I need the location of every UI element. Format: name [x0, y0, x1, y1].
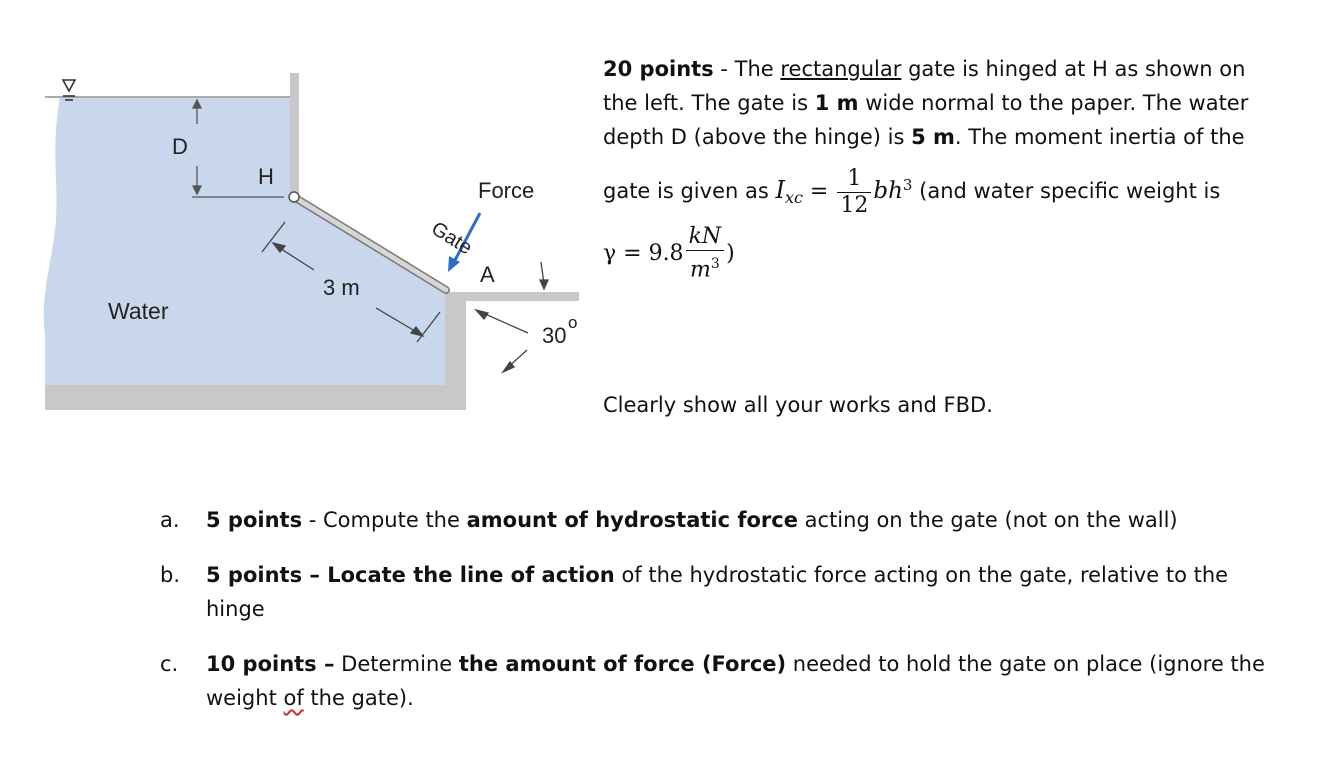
fraction	[837, 166, 871, 219]
text: acting on the gate (not on the wall)	[797, 508, 1178, 532]
text: wide normal to the paper. The water	[858, 91, 1249, 115]
angle-dimension	[476, 310, 528, 372]
length-label: 3 m	[323, 275, 360, 300]
angle-label: 30	[542, 323, 567, 348]
part-text	[206, 647, 1300, 715]
depth-value: 5 m	[911, 125, 955, 149]
text: - Compute the	[302, 508, 467, 532]
equals: =	[802, 179, 836, 204]
unit-denominator	[686, 251, 725, 283]
bold-text: amount of hydrostatic force	[466, 508, 798, 532]
part-marker: b.	[160, 563, 181, 587]
hinge-label: H	[258, 164, 274, 189]
gate-diagram	[0, 0, 590, 420]
problem-line-3	[603, 120, 1303, 154]
fraction-denominator: 12	[840, 192, 869, 218]
text: gate is hinged at H as shown on	[901, 57, 1246, 81]
force-label: Force	[478, 178, 535, 203]
point-a-label: A	[480, 262, 495, 287]
text: gate is given as	[603, 179, 776, 203]
part-c	[160, 647, 1300, 715]
depth-label: D	[172, 134, 188, 159]
part-text	[206, 503, 1300, 537]
bold-text: the amount of force (Force)	[458, 652, 787, 676]
gamma-lhs: γ = 9.8	[603, 241, 684, 266]
left-wall	[290, 73, 299, 198]
close-paren: )	[726, 241, 735, 266]
small-arrow	[540, 262, 548, 289]
question-parts	[160, 503, 1300, 736]
problem-statement	[603, 52, 1303, 284]
right-wall	[445, 292, 466, 410]
unit-fraction	[686, 224, 725, 283]
spellcheck-word: of	[283, 686, 304, 710]
text: the gate).	[303, 686, 414, 710]
bold-text: 5 points	[206, 508, 303, 532]
hinge-icon	[289, 192, 299, 202]
problem-line-2	[603, 86, 1303, 120]
fraction-numerator: 1	[837, 166, 871, 193]
water-region	[44, 97, 445, 385]
points-label: 20 points	[603, 57, 714, 81]
specific-weight-formula	[603, 222, 1303, 284]
water-label: Water	[108, 298, 169, 324]
part-marker: a.	[160, 508, 180, 532]
ixc-symbol: I	[775, 176, 785, 204]
exponent: 3	[902, 176, 913, 194]
part-b	[160, 558, 1300, 626]
bold-text: 10 points –	[206, 652, 335, 676]
text: . The moment inertia of the	[954, 125, 1245, 149]
instructions: Clearly show all your works and FBD.	[603, 393, 993, 417]
bold-text: 5 points – Locate the line of action	[206, 563, 615, 587]
text: - The	[713, 57, 781, 81]
problem-line-1	[603, 52, 1303, 86]
text: Determine	[334, 652, 459, 676]
text: weight	[206, 686, 284, 710]
moment-inertia-formula	[603, 154, 1303, 216]
text: hinge	[206, 597, 265, 621]
text: the left. The gate is	[603, 91, 815, 115]
gate-label: Gate	[427, 217, 476, 260]
unit-m: m	[689, 257, 711, 283]
bh-term: bh	[873, 178, 903, 204]
text: of the hydrostatic force acting on the gate, relative to the	[614, 563, 1229, 587]
part-marker: c.	[160, 652, 179, 676]
width-value: 1 m	[814, 91, 859, 115]
tank-bottom	[45, 385, 466, 410]
unit-numerator: kN	[686, 224, 725, 251]
angle-degree: o	[568, 313, 578, 332]
text: depth D (above the hinge) is	[603, 125, 912, 149]
text: needed to hold the gate on place (ignore the	[786, 652, 1265, 676]
ledge	[445, 292, 579, 301]
text: (and water specific weight is	[912, 179, 1221, 203]
underlined-word: rectangular	[780, 57, 902, 81]
part-text	[206, 558, 1300, 626]
ixc-subscript: xc	[784, 188, 803, 208]
unit-exponent: 3	[710, 256, 720, 273]
part-a	[160, 503, 1300, 537]
